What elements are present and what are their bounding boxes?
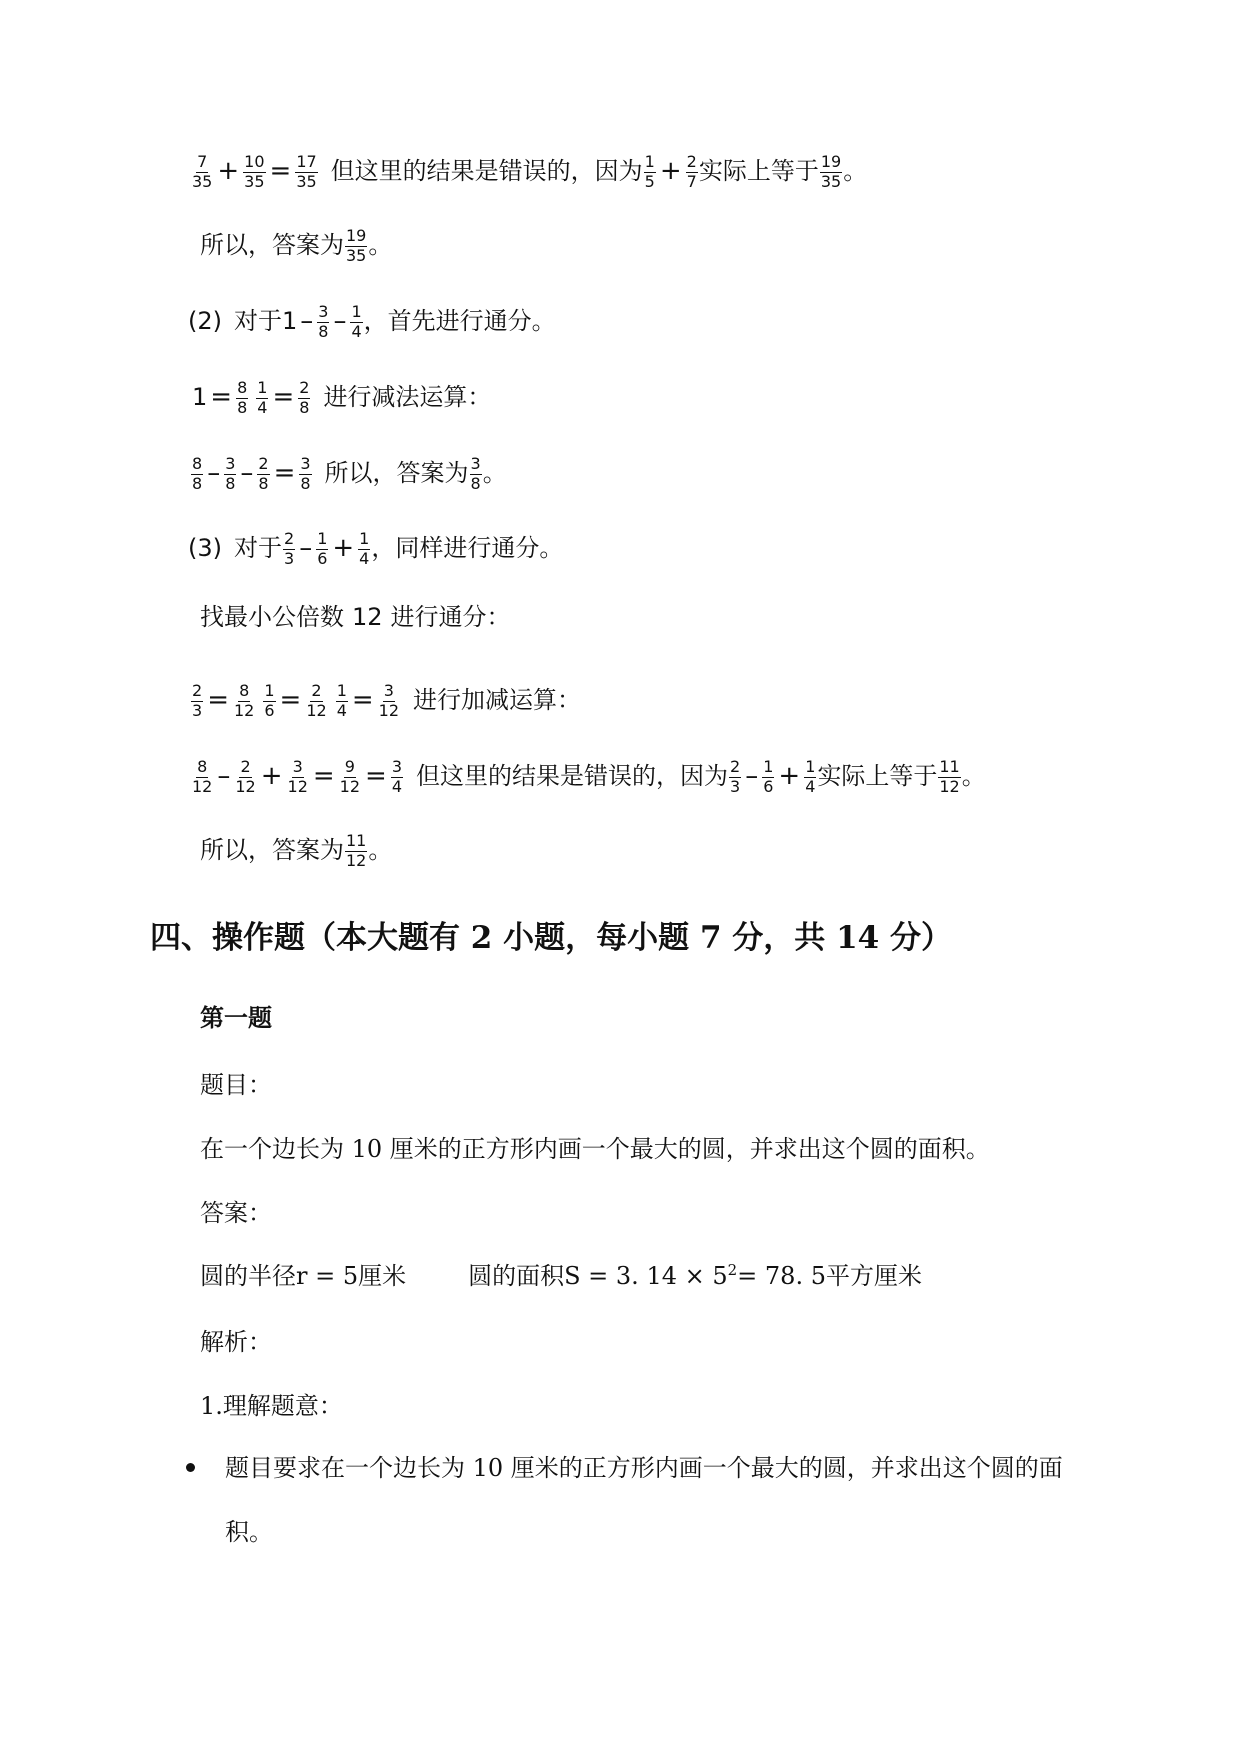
area-formula-suffix: = 78. 5平方厘米 xyxy=(737,1262,922,1290)
fraction: $\frac{1}{6}$ xyxy=(264,681,275,720)
fraction: $\frac{3}{12}$ xyxy=(378,681,400,720)
bullet-text-line-2: 积。 xyxy=(225,1518,273,1546)
fraction: $\frac{19}{35}$ xyxy=(346,226,367,265)
fraction: $\frac{9}{12}$ xyxy=(339,757,361,796)
fraction: $\frac{2}{8}$ xyxy=(258,454,269,493)
radius-formula: 圆的半径r = 5厘米 xyxy=(200,1262,407,1290)
analysis-label: 解析： xyxy=(200,1328,272,1356)
problem-label: (2) xyxy=(188,307,222,336)
bullet-icon xyxy=(186,1463,195,1472)
calc-line-1: $\frac{7}{35}$ + $\frac{10}{35}$ = $\frac{17}{35}$ 但这里的结果是错误的，因为 $\frac{1}{5}$ + $\frac{2}{7}$ 实际上等于 $\frac{19}{35}$ 。 xyxy=(192,152,868,191)
answer-formula xyxy=(200,1260,922,1290)
answer-text: 所以，答案为 xyxy=(200,231,344,260)
fraction: $\frac{2}{3}$ xyxy=(192,681,203,720)
calc-line-4: $\frac{2}{3}$ = $\frac{8}{12}$ $\frac{1}{6}$ = $\frac{2}{12}$ $\frac{1}{4}$ = $\frac{3}{12}$ 进行加减运算： xyxy=(192,681,582,720)
fraction: $\frac{2}{3}$ xyxy=(284,529,295,568)
problem-label: (3) xyxy=(188,534,222,563)
fraction: $\frac{8}{12}$ xyxy=(233,681,255,720)
fraction: $\frac{2}{7}$ xyxy=(686,152,697,191)
fraction: $\frac{2}{3}$ xyxy=(730,757,741,796)
bullet-text-line-1: 题目要求在一个边长为 10 厘米的正方形内画一个最大的圆，并求出这个圆的面 xyxy=(225,1454,1063,1482)
fraction: $\frac{1}{4}$ xyxy=(805,757,816,796)
fraction: $\frac{3}{12}$ xyxy=(287,757,308,796)
explanation-text: 实际上等于 xyxy=(698,157,819,186)
answer-label: 答案： xyxy=(200,1199,272,1227)
question-text: 在一个边长为 10 厘米的正方形内画一个最大的圆，并求出这个圆的面积。 xyxy=(200,1135,990,1163)
section-heading: 四、操作题（本大题有 2 小题，每小题 7 分，共 14 分） xyxy=(150,920,953,956)
fraction: $\frac{1}{6}$ xyxy=(763,757,774,796)
fraction: $\frac{2}{12}$ xyxy=(306,681,327,720)
lcm-line: 找最小公倍数 12 进行通分： xyxy=(200,603,511,631)
fraction: $\frac{3}{8}$ xyxy=(318,302,329,341)
fraction: $\frac{8}{8}$ xyxy=(192,454,203,493)
calc-line-3: $\frac{8}{8}$ – $\frac{3}{8}$ – $\frac{2}{8}$ = $\frac{3}{8}$ 所以，答案为 $\frac{3}{8}$ 。 xyxy=(192,454,507,493)
fraction: $\frac{1}{4}$ xyxy=(359,529,370,568)
exponent: 2 xyxy=(727,1260,738,1279)
fraction: $\frac{1}{6}$ xyxy=(317,529,328,568)
fraction: $\frac{19}{35}$ xyxy=(820,152,842,191)
step-1-title: 1.理解题意： xyxy=(200,1392,343,1420)
fraction: $\frac{11}{12}$ xyxy=(939,757,960,796)
answer-line-2: 所以，答案为 $\frac{11}{12}$ 。 xyxy=(200,831,393,870)
fraction: $\frac{10}{35}$ xyxy=(244,152,265,191)
fraction: $\frac{2}{8}$ xyxy=(299,378,310,417)
fraction: $\frac{1}{5}$ xyxy=(644,152,655,191)
fraction: $\frac{7}{35}$ xyxy=(192,152,213,191)
fraction: $\frac{3}{8}$ xyxy=(470,454,481,493)
fraction: $\frac{3}{8}$ xyxy=(225,454,236,493)
fraction: $\frac{8}{8}$ xyxy=(237,378,248,417)
fraction: $\frac{3}{4}$ xyxy=(391,757,403,796)
fraction: $\frac{2}{12}$ xyxy=(235,757,256,796)
fraction: $\frac{3}{8}$ xyxy=(300,454,311,493)
calc-line-2: 1 = $\frac{8}{8}$ $\frac{1}{4}$ = $\frac{2}{8}$ 进行减法运算： xyxy=(192,378,492,417)
question-label: 题目： xyxy=(200,1071,272,1099)
calc-line-5: $\frac{8}{12}$ – $\frac{2}{12}$ + $\frac{3}{12}$ = $\frac{9}{12}$ = $\frac{3}{4}$ 但这里的结果是错误的，因为 $\frac{2}{3}$ – $\frac{1}{6}$ + $\frac{1}{4}$ 实际上等于 $\frac{11}{12}$ 。 xyxy=(192,757,986,796)
question-title: 第一题 xyxy=(200,1003,272,1032)
problem-3-line: (3) 对于 $\frac{2}{3}$ – $\frac{1}{6}$ + $\frac{1}{4}$ ，同样进行通分。 xyxy=(188,529,564,568)
fraction: $\frac{1}{4}$ xyxy=(257,378,268,417)
fraction: $\frac{17}{35}$ xyxy=(296,152,317,191)
fraction: $\frac{1}{4}$ xyxy=(336,681,347,720)
fraction: $\frac{1}{4}$ xyxy=(351,302,362,341)
fraction: $\frac{11}{12}$ xyxy=(346,831,367,870)
area-formula-prefix: 圆的面积S = 3. 14 × 5 xyxy=(468,1262,728,1290)
fraction: $\frac{8}{12}$ xyxy=(192,757,213,796)
answer-line-1: 所以，答案为 $\frac{19}{35}$ 。 xyxy=(200,226,393,265)
problem-2-line: (2) 对于 1 – $\frac{3}{8}$ – $\frac{1}{4}$ ，首先进行通分。 xyxy=(188,302,556,341)
explanation-text: 但这里的结果是错误的，因为 xyxy=(330,157,643,186)
